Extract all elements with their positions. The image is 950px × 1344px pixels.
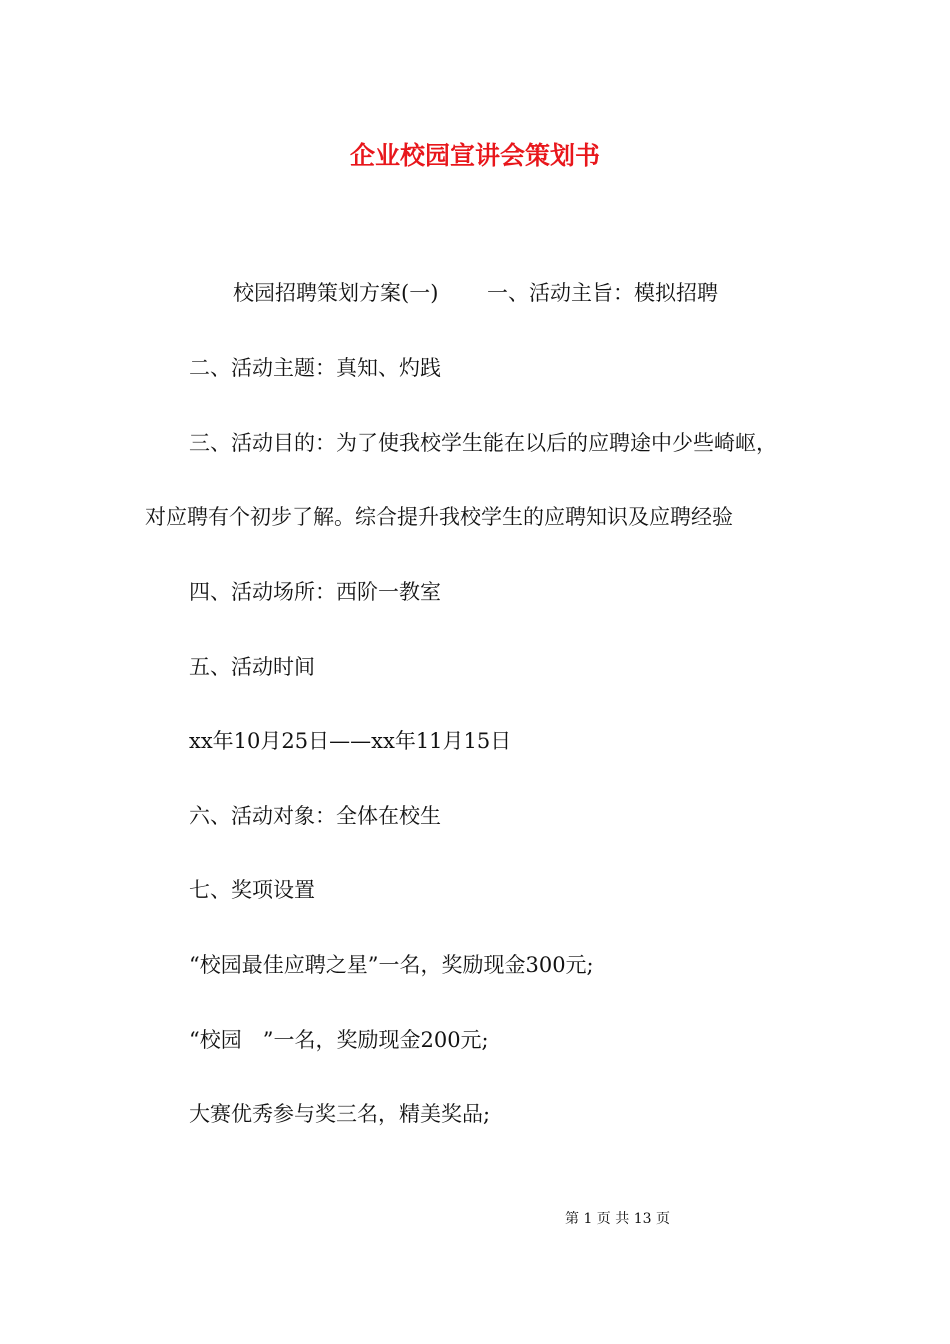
document-title: 企业校园宣讲会策划书	[349, 141, 600, 170]
paragraph-goal-1: 三、活动目的：为了使我校学生能在以后的应聘途中少些崎岖，	[189, 431, 777, 455]
paragraph-goal-2: 对应聘有个初步了解。综合提升我校学生的应聘知识及应聘经验	[145, 505, 733, 529]
paragraph-award-participation: 大赛优秀参与奖三名，精美奖品;	[189, 1102, 491, 1126]
paragraph-time-range: xx年10月25日——xx年11月15日	[189, 729, 512, 753]
paragraph-venue: 四、活动场所：西阶一教室	[189, 580, 441, 604]
paragraph-time-heading: 五、活动时间	[189, 655, 315, 679]
paragraph-award-best-star: “校园最佳应聘之星”一名，奖励现金300元;	[189, 953, 594, 977]
paragraph-audience: 六、活动对象：全体在校生	[189, 804, 441, 828]
paragraph-awards-heading: 七、奖项设置	[189, 878, 315, 902]
paragraph-theme: 二、活动主题：真知、灼践	[189, 356, 441, 380]
paragraph-award-second: “校园 ”一名，奖励现金200元;	[189, 1028, 489, 1052]
page-number: 第 1 页 共 13 页	[565, 1211, 670, 1227]
paragraph-plan-and-purpose: 校园招聘策划方案(一) 一、活动主旨：模拟招聘	[233, 281, 719, 305]
